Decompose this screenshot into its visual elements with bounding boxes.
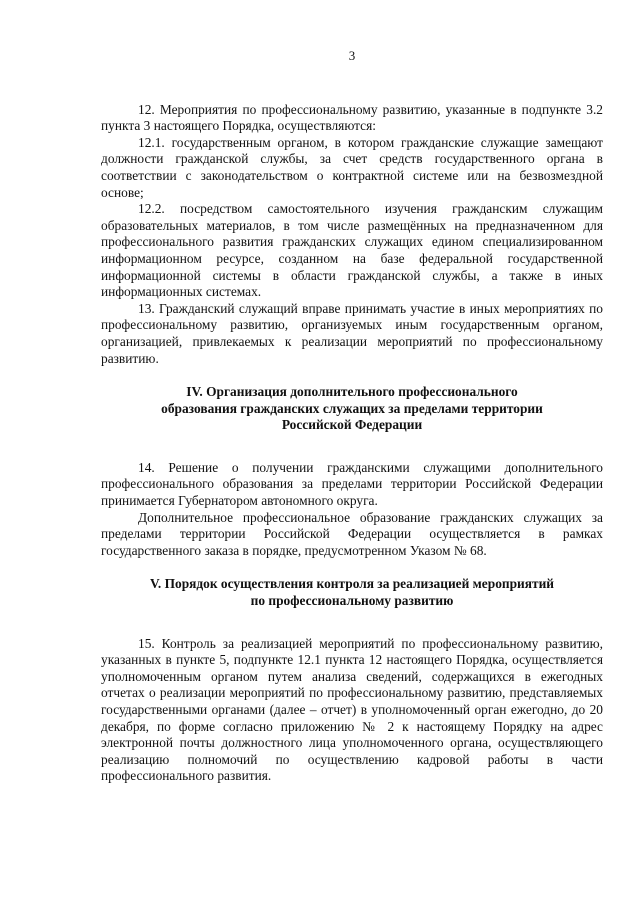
paragraph-12-2: 12.2. посредством самостоятельного изучения гражданским служащим образовательных материалов, в том числе размещённых на предназначенном для профессионального развития гражданских служащих едином специализированном информационном ресурсе, созданном на базе федеральной государственной информационной системы в области гражданской службы, а также в иных информационных системах. [101,201,603,300]
section-v-body [101,636,603,785]
section-v-heading [101,576,603,609]
paragraph-12-1: 12.1. государственным органом, в котором гражданские служащие замещают должности гражданской службы, за счет средств государственного органа в соответствии с законодательством о контрактной системе или на безвозмездной основе; [101,134,603,200]
paragraph-14: 14. Решение о получении гражданскими служащими дополнительного профессионального образования за пределами территории Российской Федерации принимается Губернатором автономного округа. [101,459,603,509]
paragraph-13: 13. Гражданский служащий вправе принимать участие в иных мероприятиях по профессиональному развитию, организуемых иным государственным органом, организацией, привлекаемых к реализации мероприятий по профессиональному развитию. [101,300,603,366]
paragraph-14-continued: Дополнительное профессиональное образование гражданских служащих за пределами территории Российской Федерации осуществляется в рамках государственного заказа в порядке, предусмотренном Указом № 68. [101,509,603,558]
section-iv-heading-line-2: образования гражданских служащих за пределами территории [161,400,543,416]
paragraph-12: 12. Мероприятия по профессиональному развитию, указанные в подпункте 3.2 пункта 3 настоящего Порядка, осуществляются: [101,101,603,134]
page-number: 3 [348,48,356,63]
section-iv-heading [111,384,593,434]
section-v-heading-line-1: V. Порядок осуществления контроля за реализацией мероприятий [149,576,555,592]
section-iii-continuation [101,102,603,368]
paragraph-15: 15. Контроль за реализацией мероприятий по профессиональному развитию, указанных в пункте 5, подпункте 12.1 пункта 12 настоящего Порядка, осуществляется уполномоченным органом путем анализа сведений, содержащихся в ежегодных отчетах о реализации мероприятий по профессиональному развитию, представляемых государственными органами (далее – отчет) в уполномоченный орган ежегодно, до 20 декабря, по форме согласно приложению № 2 к настоящему Порядку на адрес электронной почты должностного лица уполномоченного органа, осуществляющего реализацию полномочий по осуществлению кадровой работы в части профессионального развития. [101,635,603,784]
section-iv-body [101,460,603,560]
section-iv-heading-line-1: IV. Организация дополнительного профессионального [186,384,518,400]
section-iv-heading-line-3: Российской Федерации [281,417,423,433]
section-v-heading-line-2: по профессиональному развитию [250,593,454,609]
